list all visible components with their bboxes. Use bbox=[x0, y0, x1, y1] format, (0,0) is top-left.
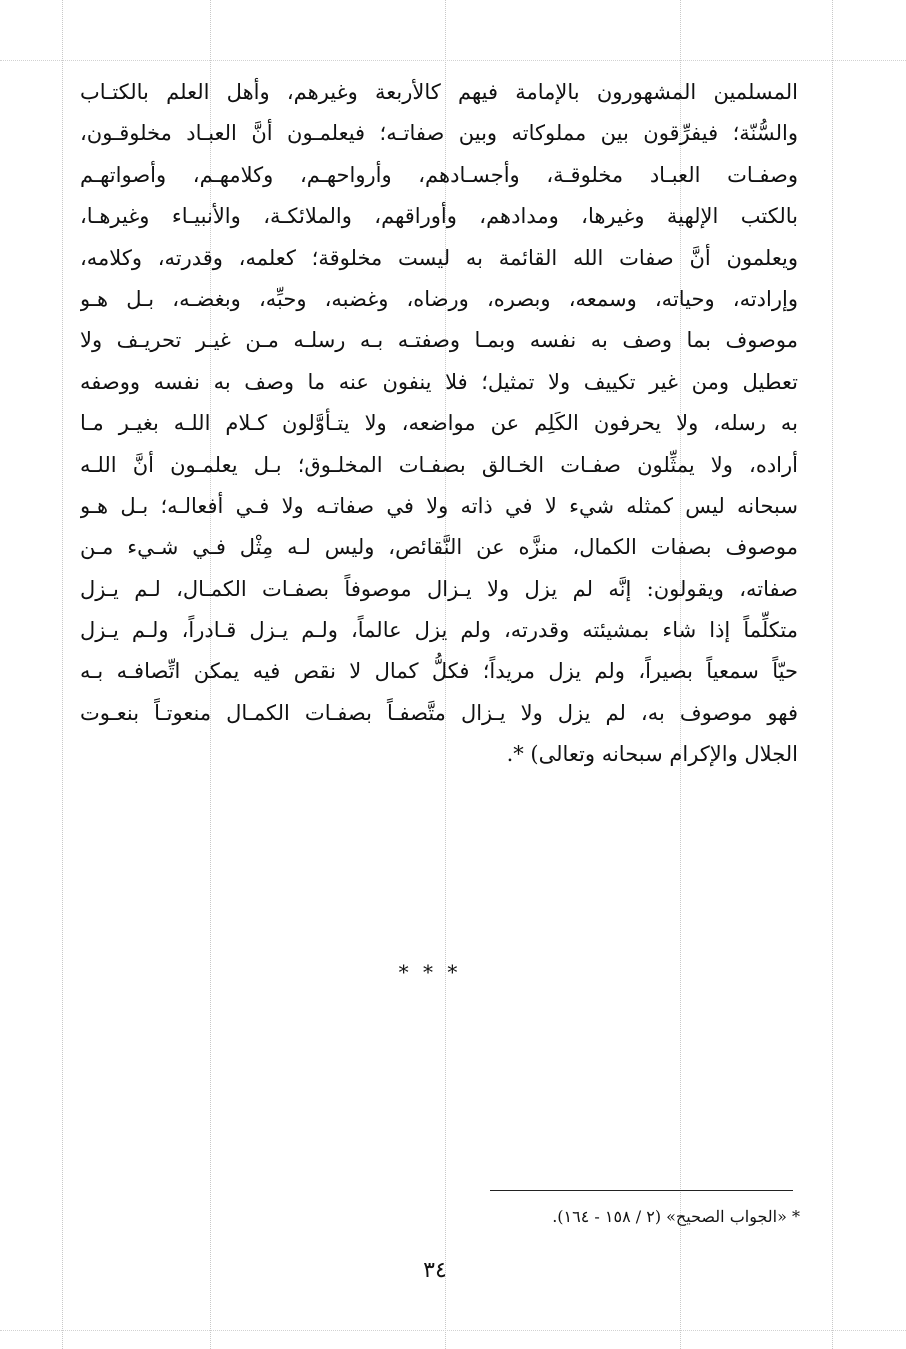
text-line: به رسله، ولا يحرفون الكَلِم عن مواضعه، ولا يتـأوَّلون كـلام اللـه بغيـر مـا bbox=[80, 411, 798, 436]
footnote: * «الجواب الصحيح» (٢ / ١٥٨ - ١٦٤). bbox=[552, 1207, 800, 1226]
text-line: ويعلمون أنَّ صفات الله القائمة به ليست مخلوقة؛ كعلمه، وقدرته، وكلامه، bbox=[80, 245, 798, 270]
scan-grid-line bbox=[0, 1330, 906, 1331]
text-line: وإرادته، وحياته، وسمعه، وبصره، ورضاه، وغضبه، وحبِّه، وبغضـه، بـل هـو bbox=[80, 286, 798, 311]
text-line: حيّاً سمعياً بصيراً، ولم يزل مريداً؛ فكلُّ كمال لا نقص فيه يمكن اتِّصافـه بـه bbox=[80, 659, 798, 684]
scan-grid-line bbox=[62, 0, 63, 1349]
text-line: موصوف بما وصف به نفسه وبمـا وصفتـه بـه رسلـه مـن غيـر تحريـف ولا bbox=[80, 328, 798, 353]
text-line: متكلِّماً إذا شاء بمشيئته وقدرته، ولم يزل عالماً، ولـم يـزل قـادراً، ولـم يـزل bbox=[80, 618, 798, 643]
section-separator: * * * bbox=[398, 960, 462, 984]
text-line: تعطيل ومن غير تكييف ولا تمثيل؛ فلا ينفون عنه ما وصف به نفسه ووصفه bbox=[80, 369, 798, 394]
text-line: وصفـات العبـاد مخلوقـة، وأجسـادهم، وأرواحهـم، وكلامهـم، وأصواتهـم bbox=[80, 162, 798, 187]
page-number: ٣٤ bbox=[423, 1258, 447, 1283]
main-paragraph bbox=[80, 72, 798, 776]
text-line: بالكتب الإلهية وغيرها، ومدادهم، وأوراقهم، والملائكـة، والأنبيـاء وغيرهـا، bbox=[80, 204, 798, 229]
text-line: المسلمين المشهورون بالإمامة فيهم كالأربعة وغيرهم، وأهل العلم بالكتـاب bbox=[80, 80, 798, 104]
text-line: والسُّنّة؛ فيفرِّقون بين مملوكاته وبين صفاتـه؛ فيعلمـون أنَّ العبـاد مخلوقـون، bbox=[80, 121, 798, 146]
scan-grid-line bbox=[0, 60, 906, 61]
footnote-divider bbox=[490, 1190, 793, 1191]
text-line: فهو موصوف به، لم يزل ولا يـزال متَّصفـاً بصفـات الكمـال منعوتـاً بنعـوت bbox=[80, 700, 798, 725]
text-line: موصوف بصفات الكمال، منزَّه عن النَّقائص، وليس لـه مِثْل فـي شـيء مـن bbox=[80, 535, 798, 560]
text-line: سبحانه ليس كمثله شيء لا في ذاته ولا في صفاتـه ولا فـي أفعالـه؛ بـل هـو bbox=[80, 493, 798, 518]
text-line-last: الجلال والإكرام سبحانه وتعالى) *. bbox=[506, 742, 798, 767]
scan-grid-line bbox=[832, 0, 833, 1349]
text-line: صفاته، ويقولون: إنَّه لم يزل ولا يـزال موصوفاً بصفـات الكمـال، لـم يـزل bbox=[80, 576, 798, 601]
text-line: أراده، ولا يمثِّلون صفـات الخـالق بصفـات المخلـوق؛ بـل يعلمـون أنَّ اللـه bbox=[80, 452, 798, 477]
